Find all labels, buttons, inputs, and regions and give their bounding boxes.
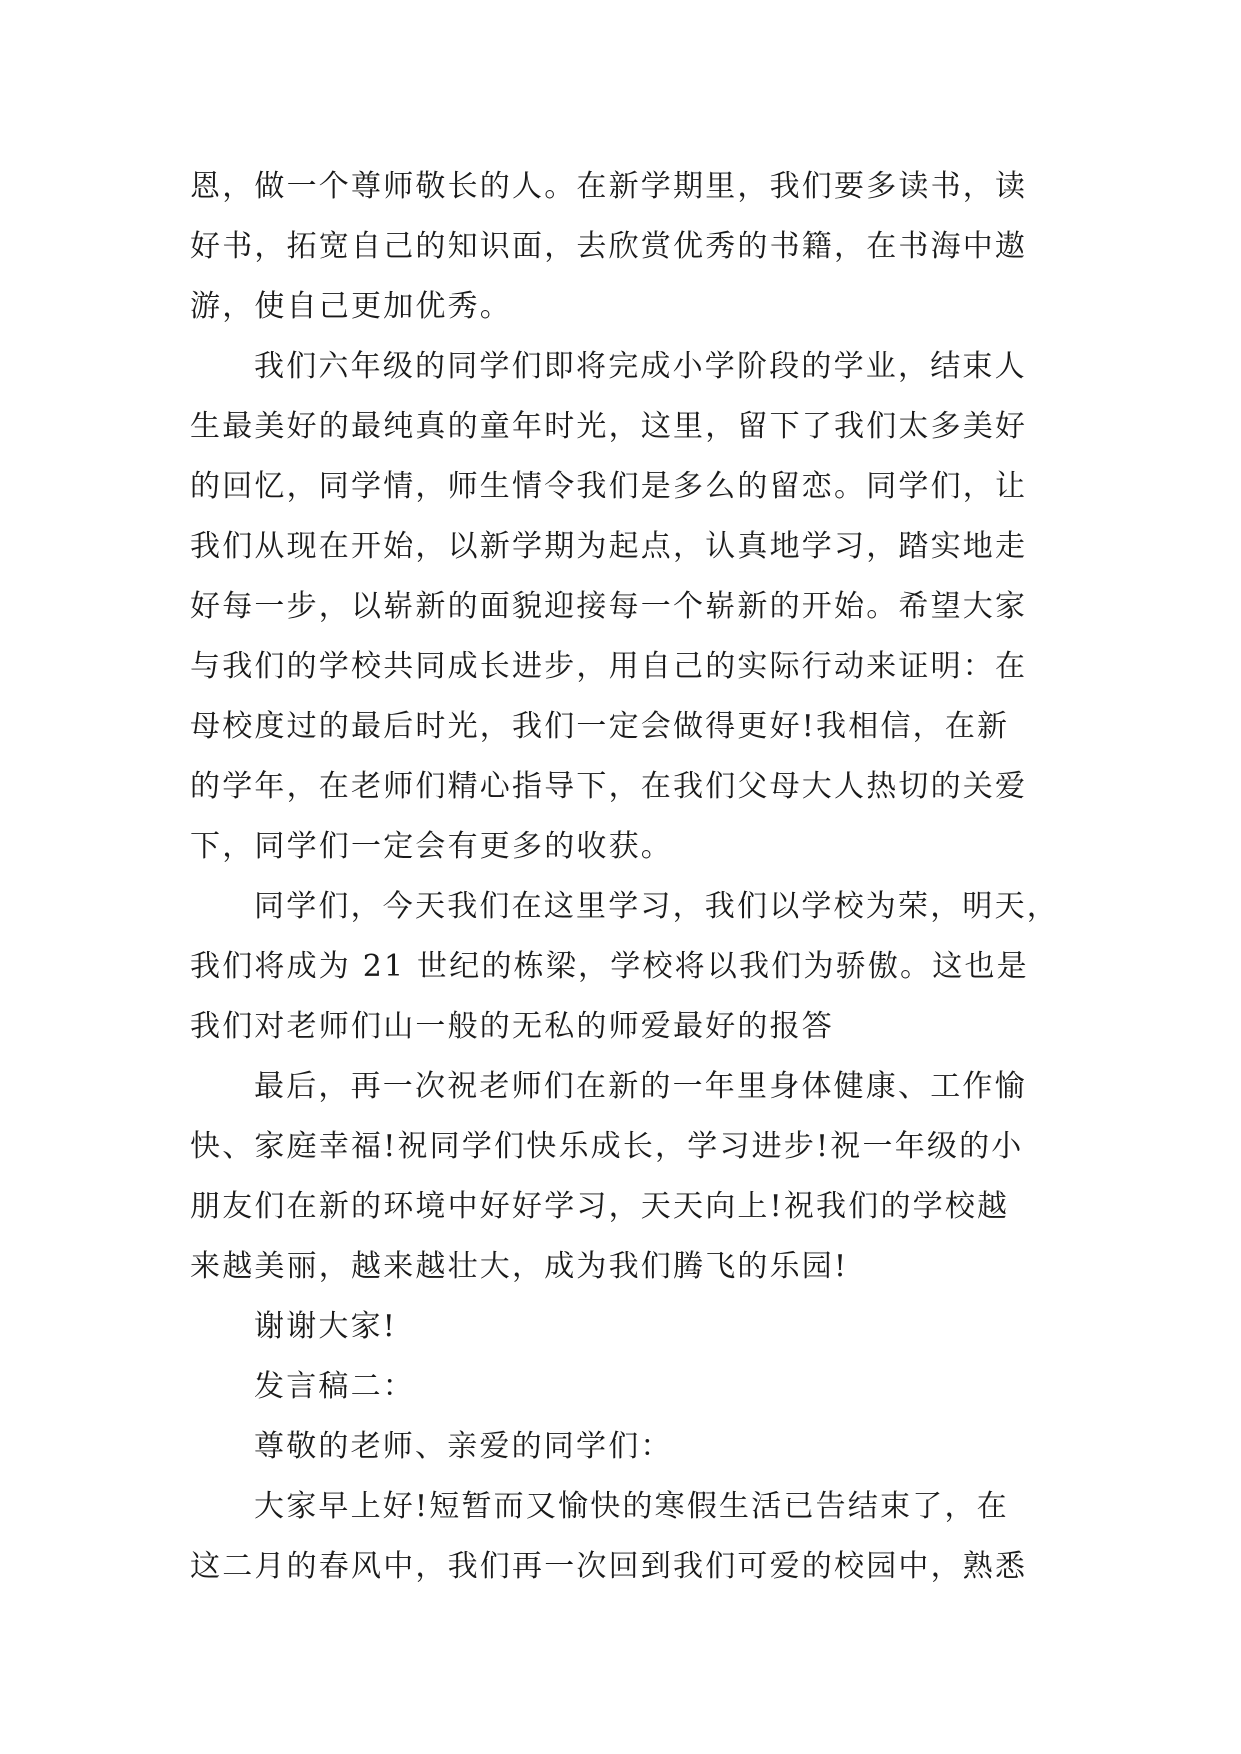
- text-line: 的学年，在老师们精心指导下，在我们父母大人热切的关爱: [190, 769, 1028, 804]
- paragraph-first-line: 大家早上好!短暂而又愉快的寒假生活已告结束了，在: [254, 1489, 1009, 1524]
- paragraph-first-line: 同学们，今天我们在这里学习，我们以学校为荣，明天，: [254, 889, 1059, 924]
- text-line: 快、家庭幸福!祝同学们快乐成长，学习进步!祝一年级的小: [190, 1129, 1024, 1164]
- thanks-line: 谢谢大家!: [254, 1309, 398, 1344]
- text-line: 好书，拓宽自己的知识面，去欣赏优秀的书籍，在书海中遨: [190, 229, 1028, 264]
- paragraph-first-line: 我们六年级的同学们即将完成小学阶段的学业，结束人: [254, 349, 1027, 384]
- text-line: 我们对老师们山一般的无私的师爱最好的报答: [190, 1009, 834, 1044]
- text-line: 恩，做一个尊师敬长的人。在新学期里，我们要多读书，读: [190, 169, 1028, 204]
- salutation: 尊敬的老师、亲爱的同学们：: [254, 1429, 673, 1464]
- text-line: 母校度过的最后时光，我们一定会做得更好!我相信，在新: [190, 709, 1010, 744]
- text-line: 下，同学们一定会有更多的收获。: [190, 829, 673, 864]
- text-line: 这二月的春风中，我们再一次回到我们可爱的校园中，熟悉: [190, 1549, 1028, 1584]
- text-line: 我们将成为 21 世纪的栋梁，学校将以我们为骄傲。这也是: [190, 949, 1029, 984]
- speech-text: [190, 157, 1059, 1597]
- text-line: 的回忆，同学情，师生情令我们是多么的留恋。同学们，让: [190, 469, 1028, 504]
- text-line: 我们从现在开始，以新学期为起点，认真地学习，踏实地走: [190, 529, 1028, 564]
- section-heading: 发言稿二：: [254, 1369, 415, 1404]
- paragraph-first-line: 最后，再一次祝老师们在新的一年里身体健康、工作愉: [254, 1069, 1027, 1104]
- text-line: 朋友们在新的环境中好好学习，天天向上!祝我们的学校越: [190, 1189, 1010, 1224]
- text-line: 与我们的学校共同成长进步，用自己的实际行动来证明：在: [190, 649, 1028, 684]
- text-line: 生最美好的最纯真的童年时光，这里，留下了我们太多美好: [190, 409, 1028, 444]
- text-line: 好每一步，以崭新的面貌迎接每一个崭新的开始。希望大家: [190, 589, 1028, 624]
- text-line: 来越美丽，越来越壮大，成为我们腾飞的乐园!: [190, 1249, 849, 1284]
- text-line: 游，使自己更加优秀。: [190, 289, 512, 324]
